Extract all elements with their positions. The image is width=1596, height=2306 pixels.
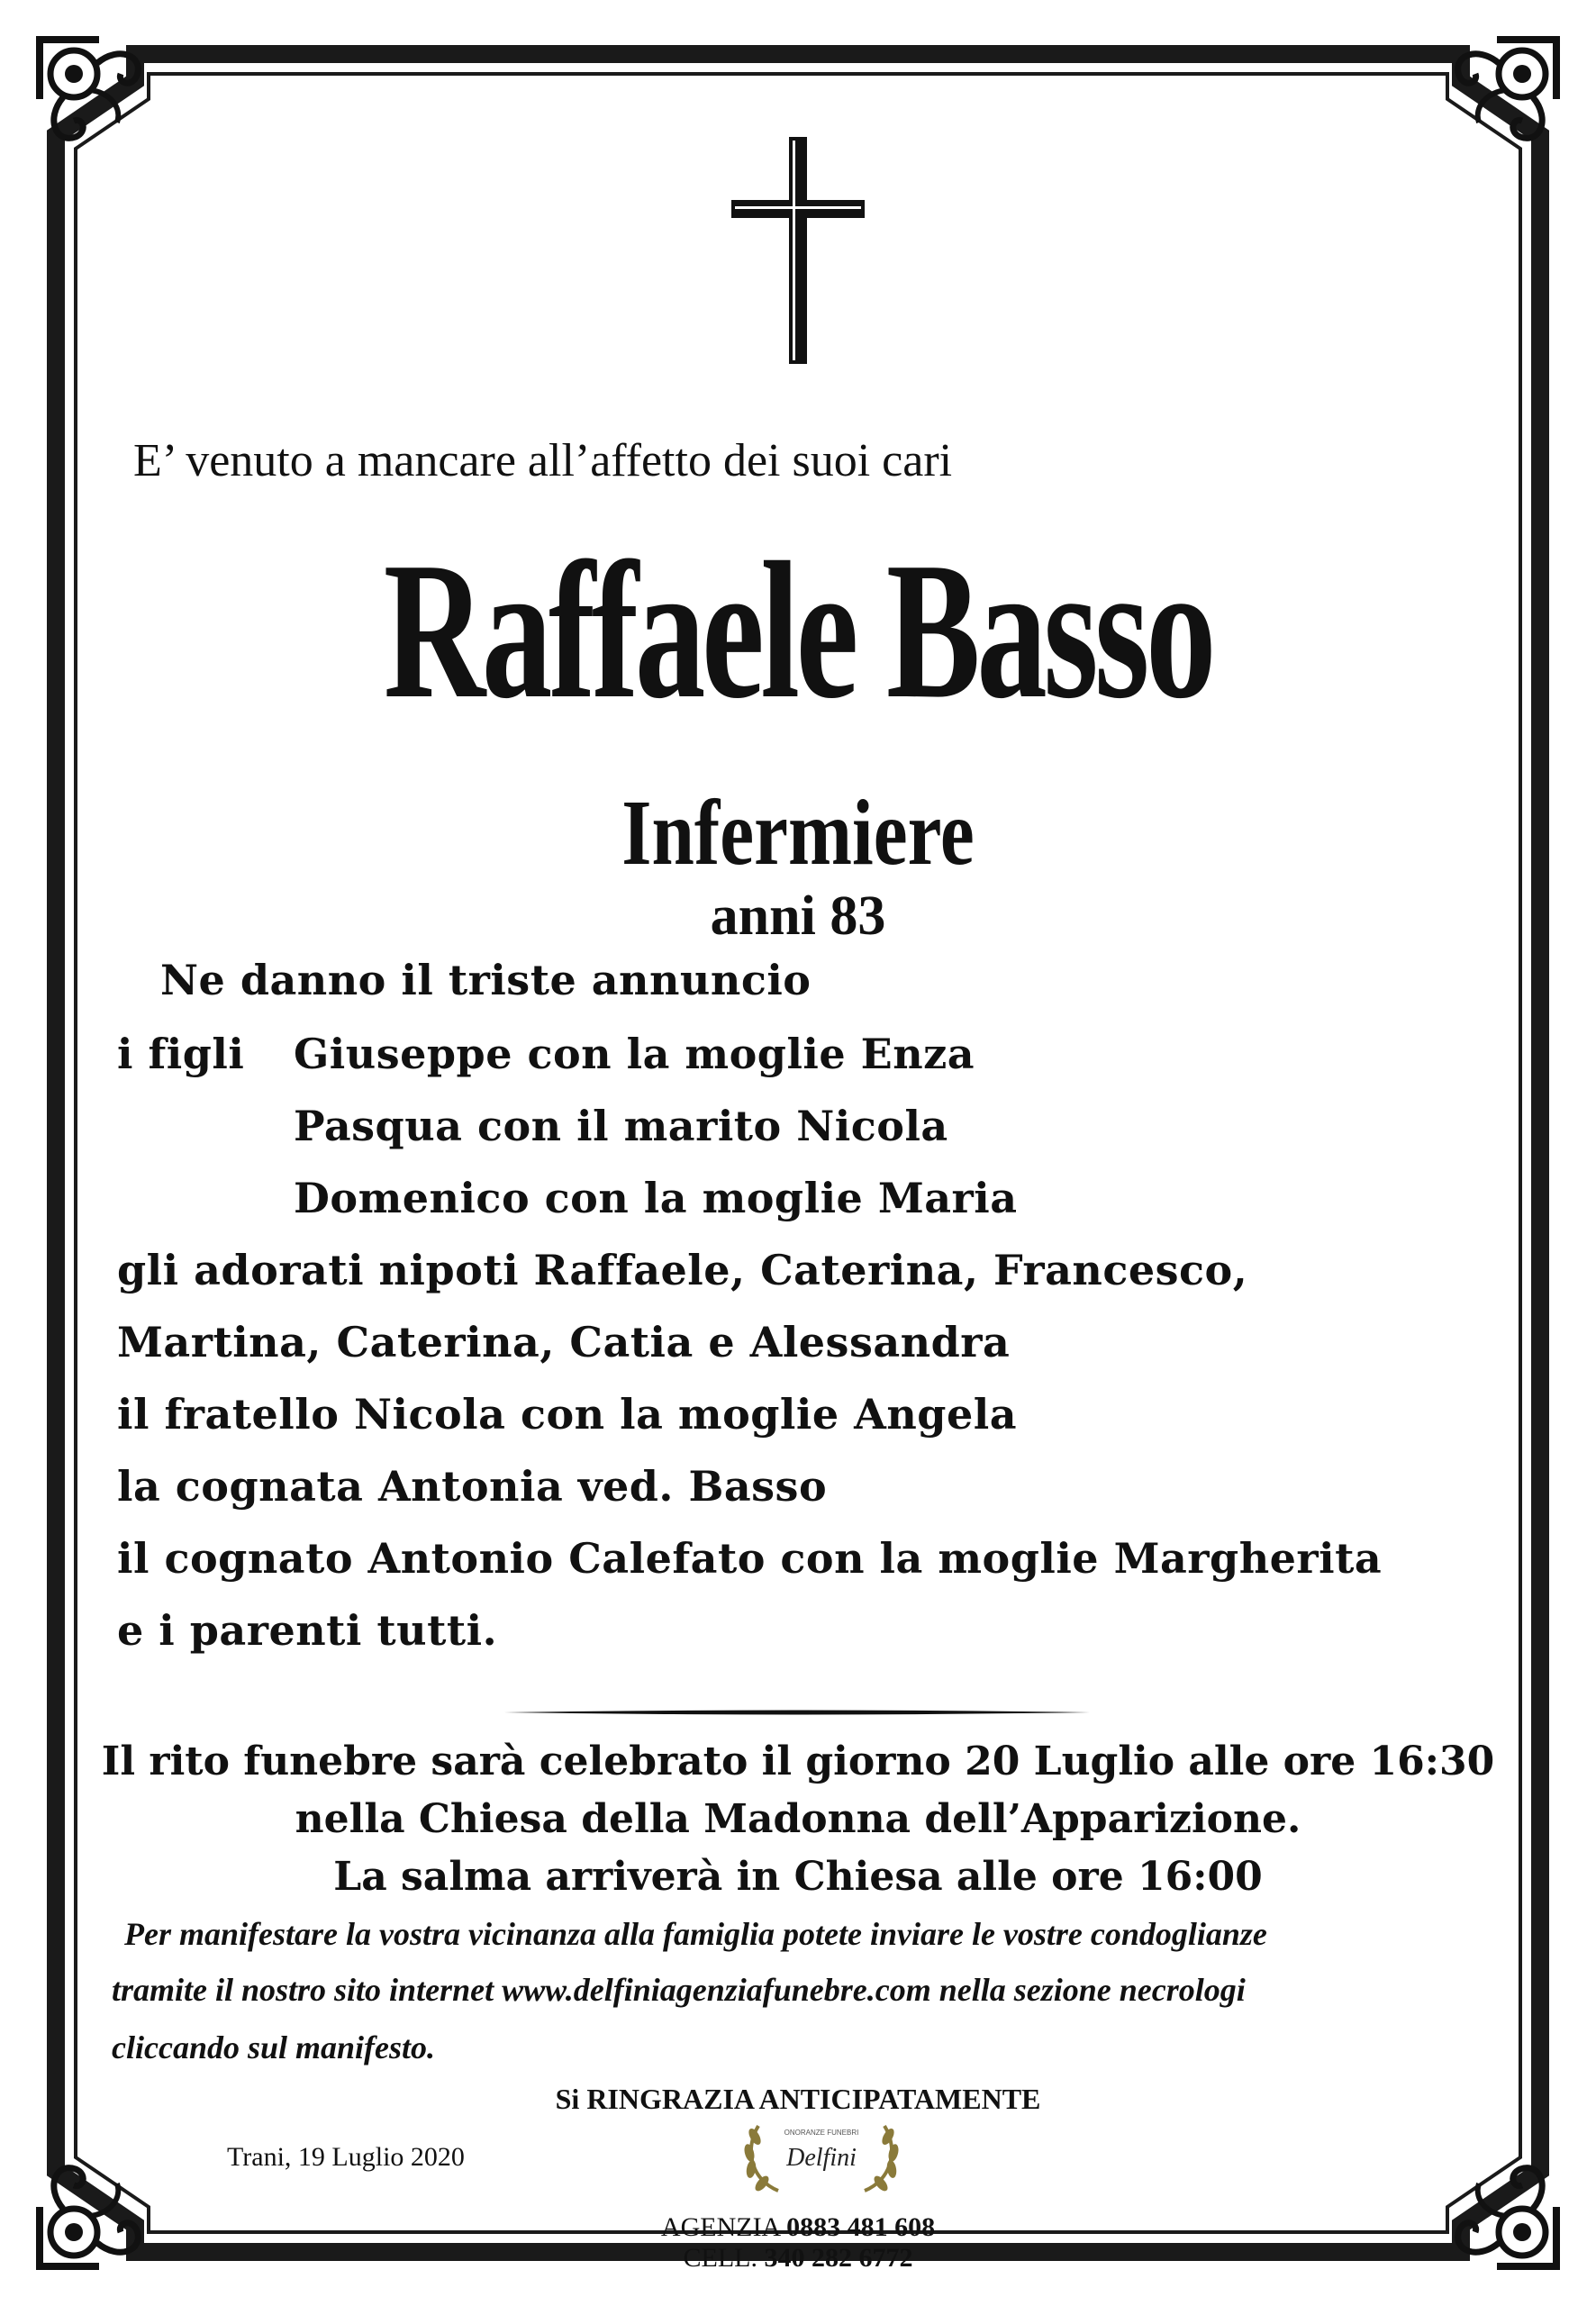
age: anni 83 [710, 885, 886, 947]
intro-text: E’ venuto a mancare all’affetto dei suoi cari [133, 435, 953, 486]
profession: Infermiere [621, 781, 975, 885]
child-line: Pasqua con il marito Nicola [294, 1102, 948, 1150]
rite-line: Il rito funebre sarà celebrato il giorno 20 Luglio alle ore 16:30 [101, 1739, 1495, 1784]
cell-number: 340 282 6772 [764, 2243, 913, 2273]
relative-line: il cognato Antonio Calefato con la moglie Margherita [117, 1534, 1383, 1583]
rite-line: nella Chiesa della Madonna dell’Apparizione. [295, 1796, 1301, 1842]
logo-name: Delfini [786, 2144, 857, 2172]
place-date: Trani, 19 Luglio 2020 [227, 2142, 465, 2172]
agency-logo [731, 2113, 911, 2202]
rite-line: La salma arriverà in Chiesa alle ore 16:00 [333, 1854, 1263, 1900]
relative-line: la cognata Antonia ved. Basso [117, 1462, 828, 1511]
condolence-note-line: cliccando sul manifesto. [112, 2029, 435, 2065]
thanks-text: Si RINGRAZIA ANTICIPATAMENTE [555, 2083, 1041, 2115]
cross-icon [731, 137, 865, 364]
deceased-name: Raffaele Basso [383, 522, 1213, 740]
relative-line: e i parenti tutti. [117, 1606, 498, 1655]
child-line: Giuseppe con la moglie Enza [294, 1030, 975, 1078]
divider [504, 1709, 1090, 1716]
agency-contacts [0, 2212, 1596, 2274]
condolence-note-line: Per manifestare la vostra vicinanza alla famiglia potete inviare le vostre condoglianze [124, 1916, 1267, 1952]
cell-label: CELL. [683, 2243, 757, 2273]
relative-line: Martina, Caterina, Catia e Alessandra [117, 1318, 1011, 1366]
relative-line: gli adorati nipoti Raffaele, Caterina, Francesco, [117, 1246, 1248, 1294]
logo-top-text: ONORANZE FUNEBRI [784, 2129, 859, 2137]
phone-number: 0883 481 608 [786, 2212, 936, 2242]
children-label: i figli [117, 1030, 245, 1078]
announcement-lead: Ne danno il triste annuncio [160, 956, 812, 1004]
relative-line: il fratello Nicola con la moglie Angela [117, 1390, 1017, 1439]
child-line: Domenico con la moglie Maria [294, 1174, 1018, 1222]
phone-label: AGENZIA [660, 2212, 780, 2242]
condolence-note-line: tramite il nostro sito internet www.delfiniagenziafunebre.com nella sezione necrologi [112, 1972, 1246, 2008]
